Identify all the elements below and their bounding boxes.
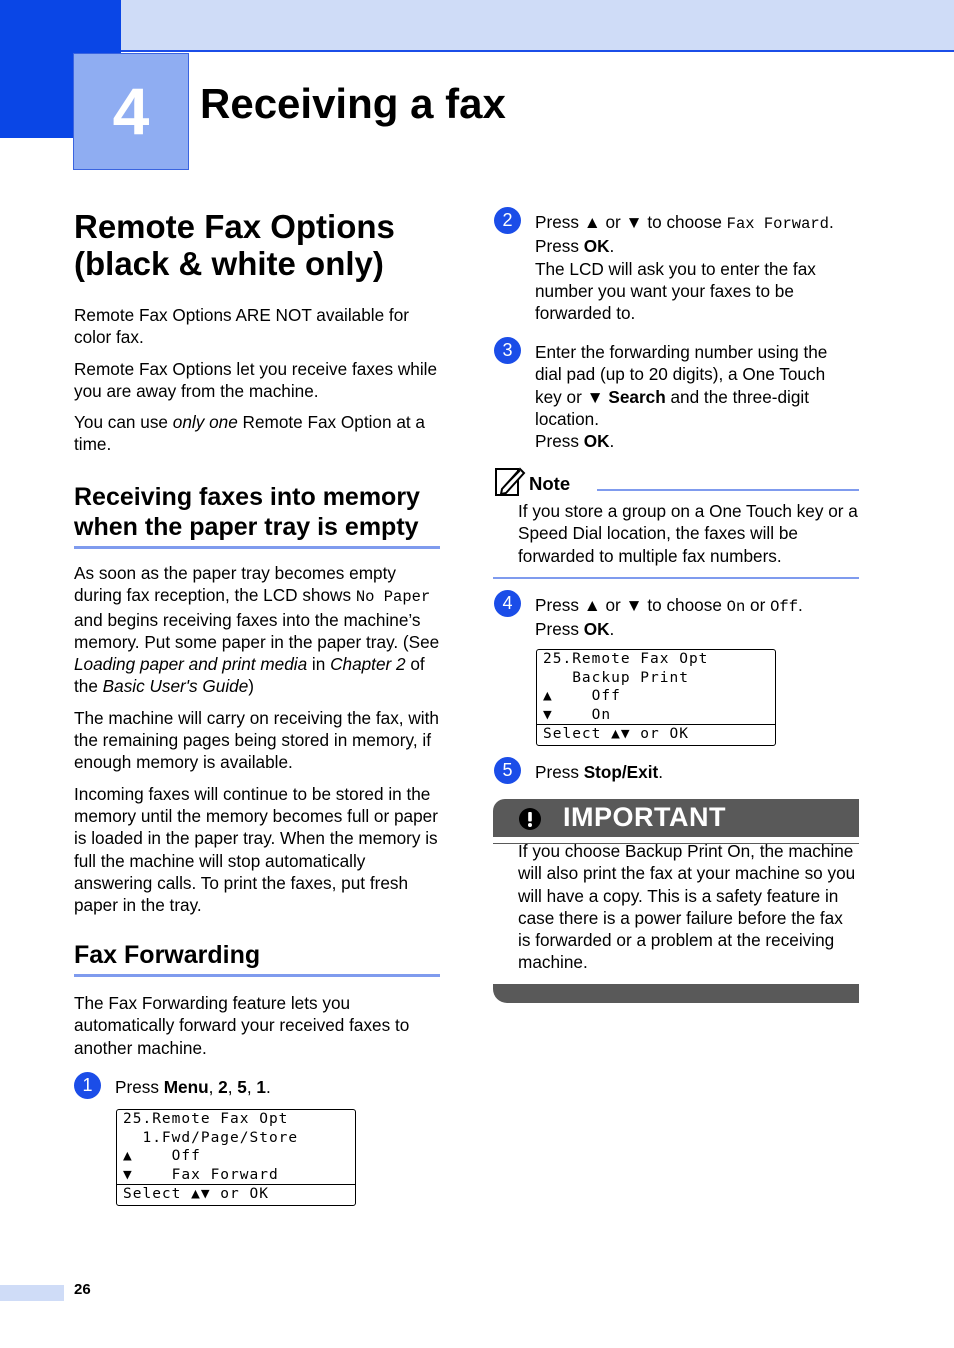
memory-p1: As soon as the paper tray becomes empty during fax reception, the LCD shows No Paper and begins receiving faxes into the machine’s memory. Put some paper in the paper tray. (See Loading paper and print media in Chapter 2 of the Basic User's Guide) [74,563,440,697]
memory-text [74,562,444,916]
lcd2-row: 25.Remote Fax Opt [543,651,709,667]
note-top-rule [597,489,859,491]
header-band [121,0,954,52]
note-title: Note [529,473,571,494]
lcd-display-2 [536,649,776,746]
lcd1-select-row: Select ▲▼ or OK [117,1184,355,1204]
step-1-number: 1 [74,1072,101,1099]
intro-p3: You can use only one Remote Fax Option at a time. [74,412,425,455]
step-4-text: Press ▲ or ▼ to choose On or Off. Press OK. [535,595,803,640]
lcd2-select-row: Select ▲▼ or OK [537,724,775,744]
chapter-number: 4 [73,53,189,170]
step-5-text: Press Stop/Exit. [535,762,663,782]
important-title: IMPORTANT [563,802,726,832]
note-text: If you store a group on a One Touch key or a Speed Dial location, the faxes will be forwarded to multiple fax numbers. [518,501,858,566]
lcd1-row: ▲ Off [123,1148,201,1165]
step-3-number: 3 [494,337,521,364]
page-number: 26 [74,1281,91,1298]
lcd1-row: ▼ Fax Forward [123,1166,279,1183]
memory-p2: The machine will carry on receiving the fax, with the remaining pages being stored in memory, if enough memory is available. [74,707,439,773]
chapter-title: Receiving a fax [200,80,506,127]
intro-p1: Remote Fax Options ARE NOT available for color fax. [74,305,409,348]
lcd2-row: Backup Print [543,669,689,686]
step-2-number: 2 [494,207,521,234]
step-4-number: 4 [494,590,521,617]
page-number-bar [0,1285,64,1301]
step-5-number: 5 [494,757,521,784]
intro-text [74,304,442,456]
step-2-text: Press ▲ or ▼ to choose Fax Forward. Press OK. The LCD will ask you to enter the fax number you want your faxes to be forwarded to. [535,212,834,324]
lcd1-row: 25.Remote Fax Opt [123,1111,289,1127]
lcd-display-1 [116,1109,356,1206]
important-header [493,799,859,837]
intro-p2: Remote Fax Options let you receive faxes while you are away from the machine. [74,358,438,401]
memory-p3: Incoming faxes will continue to be stored in the memory until the memory becomes full or paper is loaded in the paper tray. When the memory is full the machine will stop automatically answering calls. To print the faxes, put fresh paper in the tray. [74,783,438,916]
note-bottom-rule [493,577,859,579]
important-footer-bar [493,984,859,1003]
important-text: If you choose Backup Print On, the machine will also print the fax at your machine so you will have a copy. This is a safety feature in case there is a power failure before the fax is forwarded or a problem at the receiving machine. [518,841,856,973]
memory-heading: Receiving faxes into memory when the paper tray is empty [74,482,440,549]
lcd2-row: ▼ On [543,706,612,723]
lcd1-row: 1.Fwd/Page/Store [123,1129,299,1146]
forwarding-heading: Fax Forwarding [74,940,440,977]
pencil-note-icon [494,465,526,497]
section-title: Remote Fax Options (black & white only) [74,208,395,282]
exclamation-icon [518,807,542,831]
step-3-text: Enter the forwarding number using the dial pad (up to 20 digits), a One Touch key or ▼ Search and the three-digit location. Press OK. [535,342,828,452]
step-1-text: Press Menu, 2, 5, 1. [115,1077,271,1097]
lcd2-row: ▲ Off [543,688,621,705]
forwarding-intro: The Fax Forwarding feature lets you automatically forward your received faxes to another machine. [74,993,410,1058]
